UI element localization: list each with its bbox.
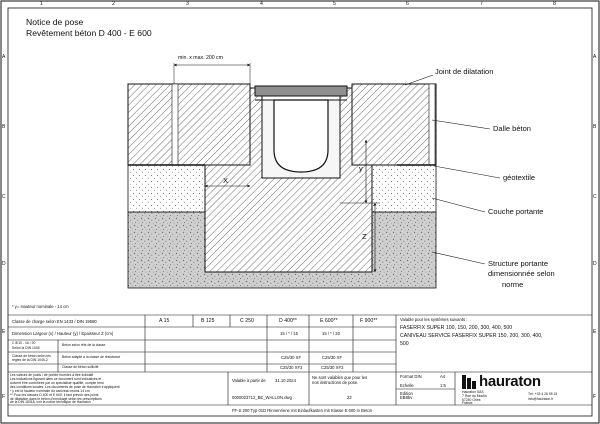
- note-3: doivent être contrôlées par un spécialiste qualifié, compte tenu: [10, 381, 104, 385]
- note-7: de dilatation dans le béton d'enrobage selon les prescriptions: [10, 397, 102, 401]
- grid-row-b-left: B: [2, 124, 6, 130]
- concrete-grade-desc: Beton selon rêts de la classe: [62, 343, 106, 347]
- valid-for-line2: CANIVEAU SERVICE FASERFIX SUPER 150, 200, 300, 400,: [400, 333, 543, 339]
- grid-row-b: B: [593, 124, 597, 130]
- page-subtitle: Revêtement béton D 400 - E 600: [26, 28, 152, 38]
- valid-from-label: Valable à partir de: [232, 378, 266, 383]
- callout-dalle: Dalle béton: [493, 124, 531, 133]
- format-label: Format DIN: [400, 374, 422, 379]
- concrete-class-e600: C25/30 XF: [322, 355, 343, 360]
- note-5: * y est la hauteur nominale du caniveau moins 14 cm: [10, 389, 90, 393]
- exposure-class-desc: Classe de béton sollicité: [62, 365, 99, 369]
- concrete-class-desc: Béton adapté à la classe de résistance: [62, 355, 121, 359]
- grid-row-e-left: E: [2, 329, 6, 335]
- class-d400: D 400**: [279, 318, 297, 324]
- leader-structure: [432, 252, 485, 264]
- class-a15: A 15: [159, 318, 170, 324]
- grid-row-d-left: D: [2, 261, 6, 267]
- valid-for-line1: FASERFIX SUPER 100, 150, 200, 300, 400, 500: [400, 325, 513, 331]
- channel-profile: [274, 100, 328, 172]
- grid-row-d: D: [593, 261, 597, 267]
- sheet-label: EB8bv: [400, 395, 413, 400]
- leader-geotextile: [434, 166, 500, 178]
- concrete-class-label: Classe de béton selon les règles de la DIN 1045-2: [12, 354, 51, 363]
- edition-label: Edition: [400, 391, 413, 396]
- callout-geotextile: géotextile: [503, 173, 536, 182]
- grate: [255, 86, 347, 96]
- company-email: info@hauraton.fr: [528, 397, 554, 401]
- concrete-grade-label: C 8/10 - 16 / 20: [12, 341, 36, 345]
- grid-col-3: 3: [186, 1, 189, 7]
- note-8: de la DIN 18318, voir la notice technique de Hauraton: [10, 400, 91, 404]
- document-number: 0000023712_BE_WALLON.dwg: [232, 395, 292, 400]
- callout-structure-3: norme: [502, 280, 524, 289]
- valid-for-title: Valable pour les systèmes suivants :: [400, 317, 468, 322]
- exposure-class-e600: C25/30 XF3: [321, 365, 344, 370]
- slab-right: [352, 84, 436, 165]
- company-phone: Tél: +33 4 26 95 15: [528, 392, 558, 396]
- class-f900: F 900**: [360, 318, 378, 324]
- note-1: Les valeurs de poids / de portée fournies à titre indicatif: [10, 373, 94, 377]
- dimension-row-label: Dimension Largeur (x) / Hauteur (y) / Epaisseur Z (cm): [12, 331, 114, 336]
- valid-from-date: 31.10.2024: [275, 378, 296, 383]
- concrete-grade-sub: Selon la DIN 1045: [12, 346, 40, 350]
- scale-label: Echelle: [400, 383, 414, 388]
- grid-row-f-left: F: [2, 394, 6, 400]
- dimension-label: min. x max. 200 cm: [178, 55, 223, 61]
- company-address-3: 67240 Gries: [462, 398, 481, 402]
- x-label: X: [223, 176, 229, 185]
- grid-row-e: E: [593, 329, 597, 335]
- grid-row-a-left: A: [2, 54, 6, 60]
- footnote: * y= Hauteur nominale - 14 cm: [12, 304, 69, 309]
- note-4: des conditions locales. Les documents de pose de Hauraton s'appliquent: [10, 385, 120, 389]
- slab-left: [128, 84, 250, 165]
- note-2: Les indications figurant dans ce document sont indicatives et: [10, 377, 102, 381]
- page-number: 22: [347, 395, 352, 400]
- grid-row-c-left: C: [2, 194, 6, 200]
- y-label: y: [359, 164, 363, 173]
- expansion-joint-right: [429, 84, 435, 165]
- page-title: Notice de pose: [26, 17, 84, 27]
- leader-dalle: [432, 120, 490, 129]
- format-value: A4: [440, 374, 446, 379]
- callout-joint: Joint de dilatation: [435, 67, 494, 76]
- class-c250: C 250: [240, 318, 254, 324]
- grid-col-5: 5: [333, 1, 336, 7]
- grid-row-f: F: [593, 394, 597, 400]
- concrete-class-d400: C25/30 XF: [281, 355, 302, 360]
- expansion-joint-left: [172, 84, 178, 165]
- company-address-1: Hauraton SAS: [462, 390, 484, 394]
- z-label: Z: [362, 232, 367, 241]
- dimension-e600: 15 / * / 20: [322, 331, 340, 336]
- grid-col-7: 7: [480, 1, 483, 7]
- exposure-class-d400: C25/30 XF3: [280, 365, 303, 370]
- callout-couche: Couche portante: [488, 207, 544, 216]
- valid-for-line3: 500: [400, 341, 409, 347]
- grid-col-4: 4: [260, 1, 263, 7]
- company-address-4: France: [462, 401, 473, 405]
- grid-row-c: C: [593, 194, 597, 200]
- company-logo-text: hauraton: [479, 373, 541, 390]
- grid-col-2: 2: [112, 1, 115, 7]
- callout-structure-2: dimensionnée selon: [488, 269, 555, 278]
- grid-col-1: 1: [40, 1, 43, 7]
- load-class-label: Classe de charge selon EN 1433 / DIN 19580: [12, 319, 97, 324]
- class-b125: B 125: [201, 318, 215, 324]
- bottom-caption: FF-S 200 Typ 01D Rinnenrinne mit Einlaufkasten mit Klasse E 600 in Beton: [232, 408, 373, 413]
- callout-structure-1: Structure portante: [488, 259, 549, 268]
- note-6: ** Pour les classes D 400 et E 600, il faut prévoir des joints: [10, 393, 99, 397]
- grid-row-a: A: [593, 54, 597, 60]
- class-e600: E 600**: [320, 318, 338, 324]
- scale-value: 1:5: [440, 383, 446, 388]
- dimension-d400: 15 / * / 15: [280, 331, 298, 336]
- hauraton-logo-icon: [462, 375, 476, 389]
- leader-couche: [432, 198, 485, 212]
- grid-col-6: 6: [406, 1, 409, 7]
- company-address-2: 7 Rue du Moulin: [462, 394, 487, 398]
- non-binding-note-2: nos instructions de pose.: [312, 380, 359, 385]
- grid-col-8: 8: [553, 1, 556, 7]
- non-binding-note: Ne sont valables que pour les: [312, 375, 368, 380]
